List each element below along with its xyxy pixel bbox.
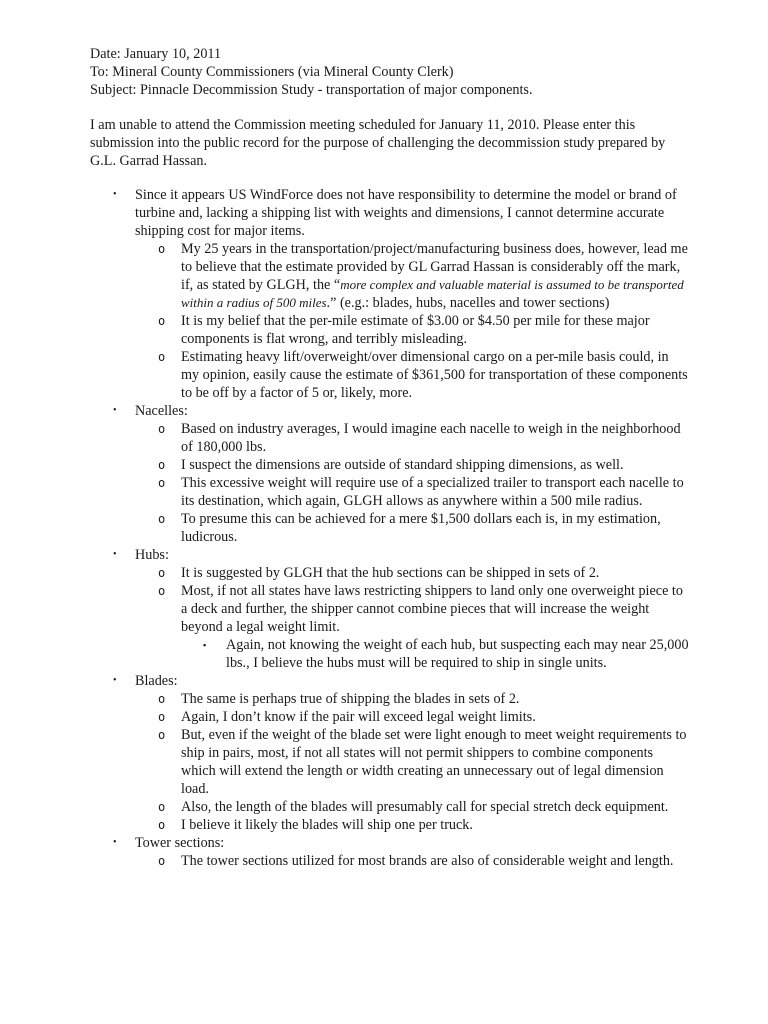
sub-item xyxy=(135,240,690,312)
sub-item xyxy=(135,690,690,708)
sub-marker: o xyxy=(158,800,166,814)
bullet-marker: • xyxy=(113,675,117,686)
sub-marker: o xyxy=(158,314,166,328)
sub-marker: o xyxy=(158,584,166,598)
sub-text: It is suggested by GLGH that the hub sections can be shipped in sets of 2. xyxy=(181,565,600,581)
sub-item xyxy=(135,312,690,348)
sub-text: But, even if the weight of the blade set were light enough to meet weight requirements to ship in pairs, most, if not all states will not permit shippers to combine components which will extend the length or width creating an unnecessary out of legal dimension load. xyxy=(181,727,687,797)
sub-text: To presume this can be achieved for a mere $1,500 dollars each is, in my estimation, ludicrous. xyxy=(181,511,661,545)
to-line: To: Mineral County Commissioners (via Mineral County Clerk) xyxy=(90,64,454,80)
sub-item xyxy=(135,348,690,402)
sub-marker: o xyxy=(158,854,166,868)
sub-marker: o xyxy=(158,458,166,472)
bullet-text: Since it appears US WindForce does not have responsibility to determine the model or brand of turbine and, lacking a shipping list with weights and dimensions, I cannot determine accurate shipping cost for major items. xyxy=(135,187,677,239)
sub-text: This excessive weight will require use of a specialized trailer to transport each nacelle to its destination, which again, GLGH allows as anywhere within a 500 mile radius. xyxy=(181,475,684,509)
sub-sub-list xyxy=(181,636,690,672)
sub-marker: o xyxy=(158,710,166,724)
bullet-heading: Blades: xyxy=(135,673,178,689)
bullet-nacelles xyxy=(90,402,690,546)
bullet-heading: Hubs: xyxy=(135,547,169,563)
sub-list xyxy=(135,564,690,672)
sub-text: It is my belief that the per-mile estimate of $3.00 or $4.50 per mile for these major components is flat wrong, and terribly misleading. xyxy=(181,313,650,347)
sub-item xyxy=(135,726,690,798)
sub-marker: o xyxy=(158,566,166,580)
sub-list xyxy=(135,690,690,834)
subject-line: Subject: Pinnacle Decommission Study - transportation of major components. xyxy=(90,82,533,98)
sub-item xyxy=(135,708,690,726)
sub-text: Again, I don’t know if the pair will exceed legal weight limits. xyxy=(181,709,536,725)
bullet-heading: Tower sections: xyxy=(135,835,225,851)
intro-text: I am unable to attend the Commission meeting scheduled for January 11, 2010. Please enter this submission into the public record for the purpose of challenging the decommission study prepared by G.L. Garrad Hassan. xyxy=(90,117,666,169)
bullet-shipping-list xyxy=(90,186,690,402)
sub-marker: o xyxy=(158,818,166,832)
sub-item xyxy=(135,852,690,870)
sub-text: I suspect the dimensions are outside of standard shipping dimensions, as well. xyxy=(181,457,624,473)
bullet-marker: • xyxy=(113,189,117,200)
square-marker: ▪ xyxy=(203,640,207,650)
bullet-hubs xyxy=(90,546,690,672)
sub-text: The tower sections utilized for most brands are also of considerable weight and length. xyxy=(181,853,674,869)
sub-marker: o xyxy=(158,512,166,526)
sub-sub-item xyxy=(181,636,690,672)
sub-item xyxy=(135,510,690,546)
sub-item xyxy=(135,816,690,834)
bullet-tower-sections xyxy=(90,834,690,870)
sub-text-start: My 25 years in the transportation/project/manufacturing business does, however, lead me to believe that the estimate provided by GL Garrad Hassan is considerably off the mark, if, as stated by GLGH, the “ xyxy=(181,241,688,293)
intro-paragraph xyxy=(90,116,690,170)
sub-item xyxy=(135,798,690,816)
sub-list xyxy=(135,420,690,546)
sub-item xyxy=(135,582,690,672)
sub-item xyxy=(135,564,690,582)
sub-marker: o xyxy=(158,728,166,742)
sub-text: Most, if not all states have laws restricting shippers to land only one overweight piece to a deck and further, the shipper cannot combine pieces that will increase the weight beyond a legal weight limit. xyxy=(181,583,683,635)
sub-text: Also, the length of the blades will presumably call for special stretch deck equipment. xyxy=(181,799,669,815)
bullet-marker: • xyxy=(113,405,117,416)
sub-text-end: .” (e.g.: blades, hubs, nacelles and tower sections) xyxy=(326,295,610,311)
main-bullet-list xyxy=(90,186,690,870)
sub-list xyxy=(135,240,690,402)
sub-marker: o xyxy=(158,422,166,436)
sub-text: Based on industry averages, I would imagine each nacelle to weigh in the neighborhood of 180,000 lbs. xyxy=(181,421,681,455)
bullet-marker: • xyxy=(113,549,117,560)
sub-marker: o xyxy=(158,692,166,706)
bullet-marker: • xyxy=(113,837,117,848)
sub-text: Estimating heavy lift/overweight/over dimensional cargo on a per-mile basis could, in my opinion, easily cause the estimate of $361,500 for transportation of these components to be off by a factor of 5 or, likely, more. xyxy=(181,349,688,401)
sub-text: I believe it likely the blades will ship one per truck. xyxy=(181,817,473,833)
sub-sub-text: Again, not knowing the weight of each hub, but suspecting each may near 25,000 lbs., I believe the hubs must will be required to ship in single units. xyxy=(226,637,689,671)
bullet-blades xyxy=(90,672,690,834)
sub-item xyxy=(135,420,690,456)
date-line: Date: January 10, 2011 xyxy=(90,46,222,62)
sub-text: The same is perhaps true of shipping the blades in sets of 2. xyxy=(181,691,520,707)
sub-marker: o xyxy=(158,476,166,490)
sub-item xyxy=(135,474,690,510)
bullet-heading: Nacelles: xyxy=(135,403,188,419)
sub-item xyxy=(135,456,690,474)
sub-marker: o xyxy=(158,350,166,364)
sub-list xyxy=(135,852,690,870)
memo-header xyxy=(90,45,730,99)
sub-marker: o xyxy=(158,242,166,256)
quoted-italic-text: more complex and valuable material is assumed to be transported within a radius of 500 miles xyxy=(181,277,684,310)
